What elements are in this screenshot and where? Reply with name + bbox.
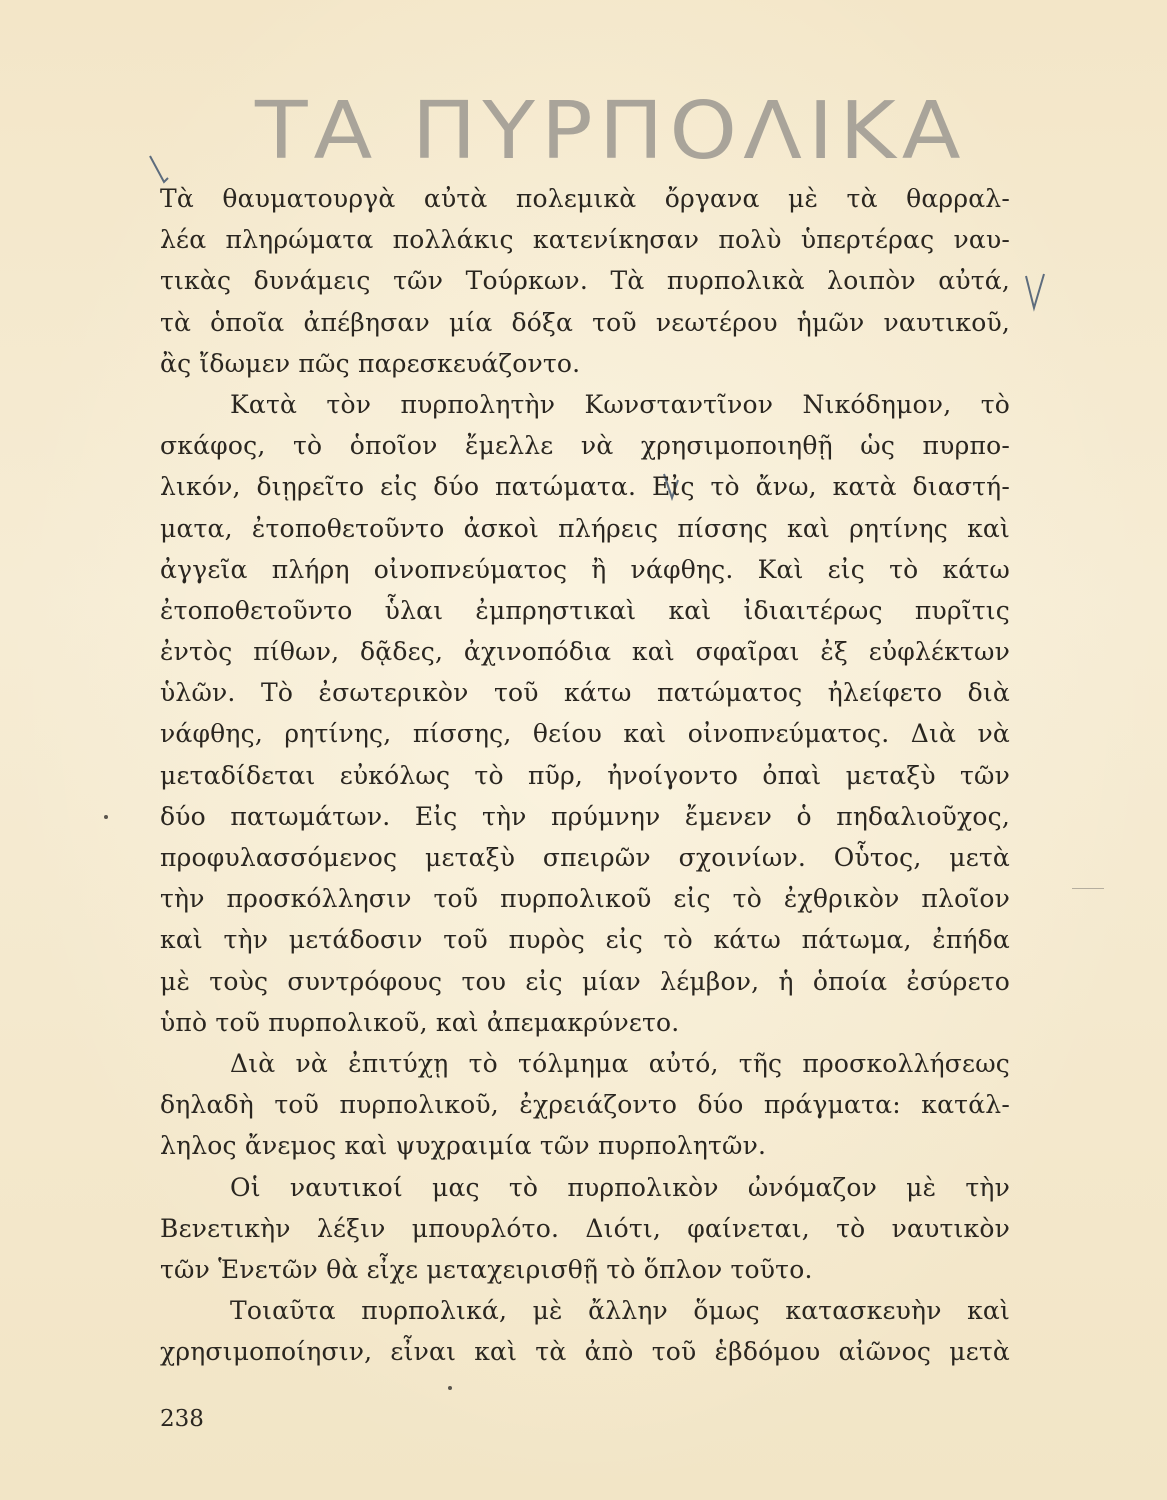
text-line: Οἱ ναυτικοί μας τὸ πυρπολικὸν ὠνόμαζον μὲ τὴν [230,1172,1010,1202]
text-line: λικόν, διῃρεῖτο εἰς δύο πατώματα. Εἰς τὸ ἄνω, κατὰ διαστή- [160,472,1010,502]
text-line: ματα, ἐτοποθετοῦντο ἀσκοὶ πλήρεις πίσσης καὶ ρητίνης καὶ [160,513,1010,543]
text-line: δύο πατωμάτων. Εἰς τὴν πρύμνην ἔμενεν ὁ πηδαλιοῦχος, [160,801,1010,831]
text-line: ἂς ἴδωμεν πῶς παρεσκευάζοντο. [160,348,581,378]
text-line: τικὰς δυνάμεις τῶν Τούρκων. Τὰ πυρπολικὰ λοιπὸν αὐτά, [160,266,1010,296]
page-title: ΤΑ ΠΥΡΠΟΛΙΚΑ [255,85,967,178]
paragraph [160,1290,1010,1372]
text-line: τὴν προσκόλλησιν τοῦ πυρπολικοῦ εἰς τὸ ἐχθρικὸν πλοῖον [160,884,1010,914]
text-line: Κατὰ τὸν πυρπολητὴν Κωνσταντῖνον Νικόδημον, τὸ [230,389,1010,419]
text-line: νάφθης, ρητίνης, πίσσης, θείου καὶ οἰνοπνεύματος. Διὰ νὰ [160,719,1010,749]
text-line: Διὰ νὰ ἐπιτύχῃ τὸ τόλμημα αὐτό, τῆς προσκολλήσεως [230,1048,1010,1078]
text-line: τὰ ὁποῖα ἀπέβησαν μία δόξα τοῦ νεωτέρου ἡμῶν ναυτικοῦ, [160,307,1010,337]
paragraph [160,384,1010,1043]
text-line: ὑλῶν. Τὸ ἐσωτερικὸν τοῦ κάτω πατώματος ἠλείφετο διὰ [160,678,1010,708]
text-line: μεταδίδεται εὐκόλως τὸ πῦρ, ἠνοίγοντο ὀπαὶ μεταξὺ τῶν [160,760,1010,790]
page-number: 238 [160,1406,204,1432]
text-line: λέα πληρώματα πολλάκις κατενίκησαν πολὺ ὑπερτέρας ναυ- [160,225,1010,255]
text-line: προφυλασσόμενος μεταξὺ σπειρῶν σχοινίων. Οὗτος, μετὰ [160,843,1010,872]
text-line: Τοιαῦτα πυρπολικά, μὲ ἄλλην ὅμως κατασκευὴν καὶ [230,1296,1010,1326]
paragraph [160,1167,1010,1291]
body-text [160,178,1010,1372]
text-line: τῶν Ἑνετῶν θὰ εἶχε μεταχειρισθῇ τὸ ὅπλον τοῦτο. [160,1254,813,1284]
text-line: καὶ τὴν μετάδοσιν τοῦ πυρὸς εἰς τὸ κάτω πάτωμα, ἐπήδα [160,925,1010,955]
paragraph [160,178,1010,384]
text-line: Τὰ θαυματουργὰ αὐτὰ πολεμικὰ ὄργανα μὲ τὰ θαρραλ- [160,184,1010,213]
text-line: ὑπὸ τοῦ πυρπολικοῦ, καὶ ἀπεμακρύνετο. [160,1007,680,1037]
text-line: ἐτοποθετοῦντο ὗλαι ἐμπρηστικαὶ καὶ ἰδιαιτέρως πυρῖτις [160,595,1010,625]
text-line: Βενετικὴν λέξιν μπουρλότο. Διότι, φαίνεται, τὸ ναυτικὸν [160,1213,1010,1243]
text-line: ληλος ἄνεμος καὶ ψυχραιμία τῶν πυρπολητῶν. [160,1131,767,1161]
margin-dash [1072,888,1104,889]
pencil-checkmark-right [1020,270,1050,316]
text-line: χρησιμοποίησιν, εἶναι καὶ τὰ ἀπὸ τοῦ ἑβδόμου αἰῶνος μετὰ [160,1337,1010,1367]
text-line: ἀγγεῖα πλήρη οἰνοπνεύματος ἢ νάφθης. Καὶ εἰς τὸ κάτω [160,554,1010,584]
margin-dot-bottom [448,1386,452,1390]
text-line: δηλαδὴ τοῦ πυρπολικοῦ, ἐχρειάζοντο δύο πράγματα: κατάλ- [160,1090,1010,1120]
margin-dot-left [104,815,108,819]
text-line: σκάφος, τὸ ὁποῖον ἔμελλε νὰ χρησιμοποιηθῇ ὡς πυρπο- [160,431,1010,461]
paragraph [160,1043,1010,1167]
text-line: μὲ τοὺς συντρόφους του εἰς μίαν λέμβον, ἡ ὁποία ἐσύρετο [160,966,1010,996]
text-line: ἐντὸς πίθων, δᾷδες, ἀχινοπόδια καὶ σφαῖραι ἐξ εὐφλέκτων [160,637,1010,667]
